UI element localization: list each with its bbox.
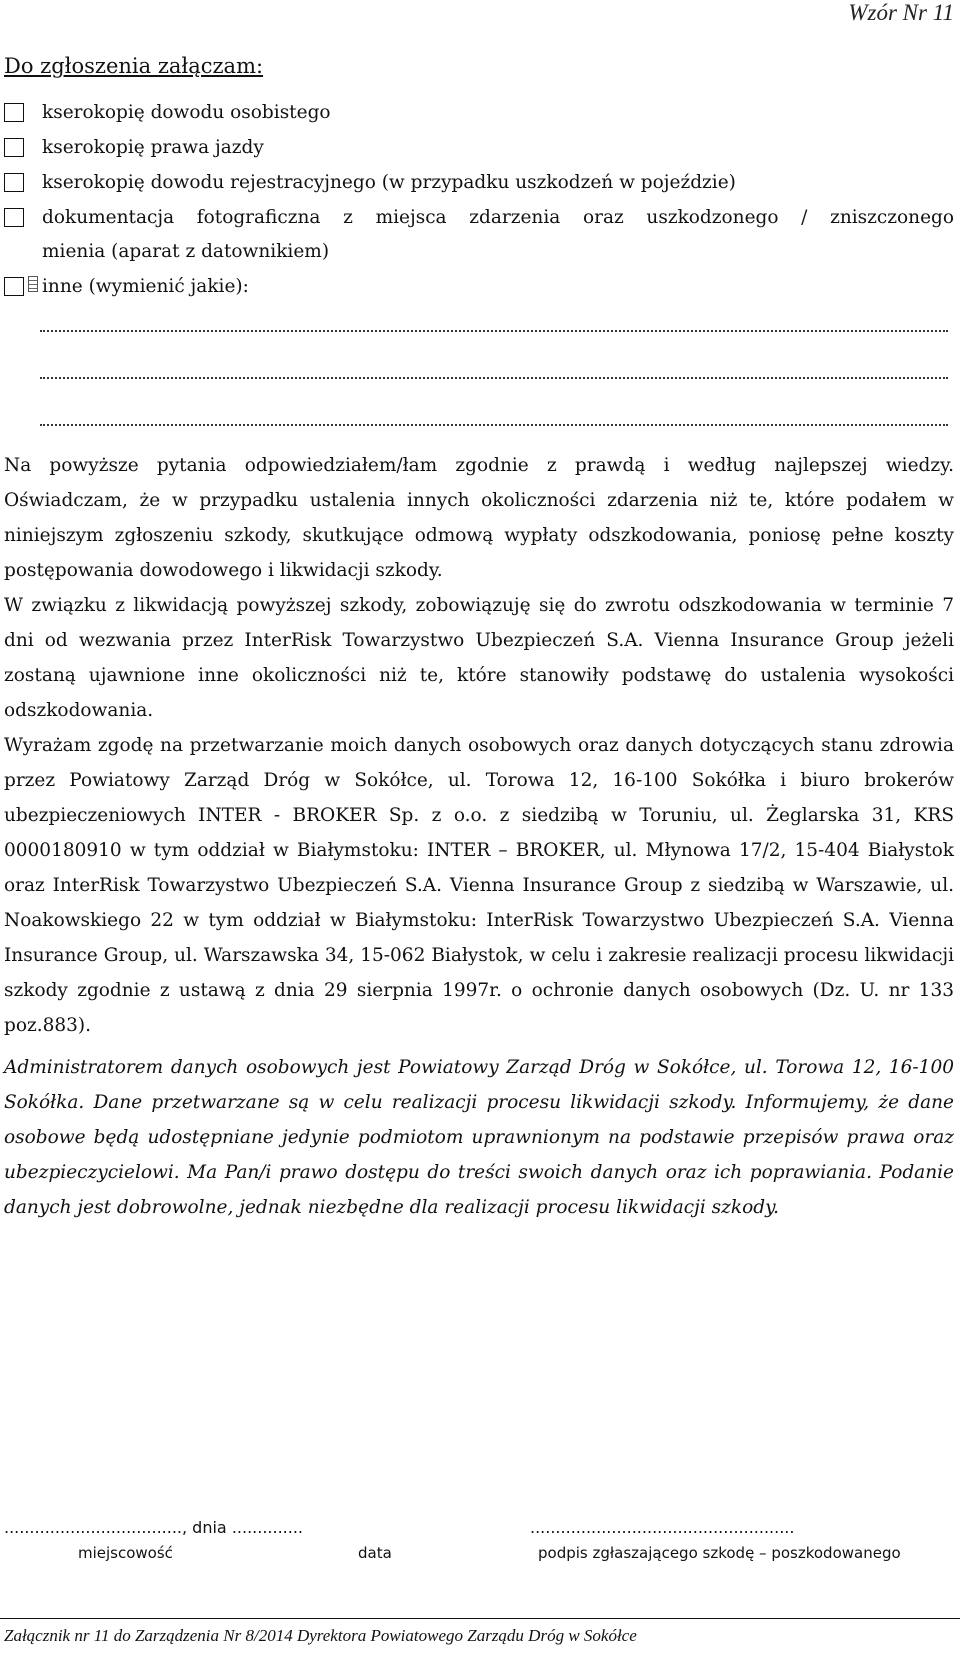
signature-area [0,1518,960,1626]
note-icon [28,276,38,292]
attachment-label: kserokopię prawa jazdy [42,137,264,158]
attachment-label: kserokopię dowodu osobistego [42,102,331,123]
fill-line[interactable] [40,420,948,426]
checkbox[interactable] [4,208,24,227]
place-date-line[interactable]: ..................................., dnia .............. [4,1518,304,1537]
consent-paragraph: Wyrażam zgodę na przetwarzanie moich danych osobowych oraz danych dotyczących stanu zdrowia przez Powiatowy Zarząd Dróg w Sokółce, ul. Torowa 12, 16-100 Sokółka i biuro brokerów ubezpieczeniowych INTER - BROKER Sp. z o.o. z siedzibą w Toruniu, ul. Żeglarska 31, KRS 0000180910 w tym oddział w Białymstoku: INTER – BROKER, ul. Młynowa 17/2, 15-404 Białystok oraz InterRisk Towarzystwo Ubezpieczeń S.A. Vienna Insurance Group z siedzibą w Warszawie, ul. Noakowskiego 22 w tym oddział w Białymstoku: InterRisk Towarzystwo Ubezpieczeń S.A. Vienna Insurance Group, ul. Warszawska 34, 15-062 Białystok, w celu i zakresie realizacji procesu likwidacji szkody zgodnie z ustawą z dnia 29 sierpnia 1997r. o ochronie danych osobowych (Dz. U. nr 133 poz.883). [4,735,954,1036]
signature-label: podpis zgłaszającego szkodę – poszkodowanego [538,1544,901,1562]
footer-divider [0,1618,960,1619]
declaration-paragraph: Na powyższe pytania odpowiedziałem/łam zgodnie z prawdą i według najlepszej wiedzy. Oświadczam, że w przypadku ustalenia innych okoliczności zdarzenia niż te, które podałem w niniejszym zgłoszeniu szkody, skutkujące odmową wypłaty odszkodowania, poniosę pełne koszty postępowania dowodowego i likwidacji szkody. [4,455,954,581]
attachment-label: kserokopię dowodu rejestracyjnego (w przypadku uszkodzeń w pojeździe) [42,172,736,193]
signature-line[interactable]: .................................................... [530,1518,795,1537]
checkbox[interactable] [4,138,24,157]
date-label: data [358,1544,392,1562]
fill-line[interactable] [40,373,948,379]
checkbox[interactable] [4,277,24,296]
checkbox[interactable] [4,173,24,192]
attachment-label: inne (wymienić jakie): [42,276,249,297]
attachments-title: Do zgłoszenia załączam: [4,54,264,78]
form-number: Wzór Nr 11 [848,0,954,25]
data-administrator-paragraph: Administratorem danych osobowych jest Powiatowy Zarząd Dróg w Sokółce, ul. Torowa 12, 16-100 Sokółka. Dane przetwarzane są w celu realizacji procesu likwidacji szkody. Informujemy, że dane osobowe będą udostępniane jedynie podmiotom uprawnionym na podstawie przepisów prawa oraz ubezpieczycielowi. Ma Pan/i prawo dostępu do treści swoich danych oraz ich poprawiania. Podanie danych jest dobrowolne, jednak niezbędne dla realizacji procesu likwidacji szkody. [4,1057,954,1218]
footer-text: Załącznik nr 11 do Zarządzenia Nr 8/2014 Dyrektora Powiatowego Zarządu Dróg w Sokółce [4,1626,637,1645]
attachment-label: dokumentacja fotograficzna z miejsca zdarzenia oraz uszkodzonego / zniszczonego [42,207,954,228]
checkbox[interactable] [4,103,24,122]
place-label: miejscowość [78,1544,173,1562]
refund-obligation-paragraph: W związku z likwidacją powyższej szkody, zobowiązuję się do zwrotu odszkodowania w terminie 7 dni od wezwania przez InterRisk Towarzystwo Ubezpieczeń S.A. Vienna Insurance Group jeżeli zostaną ujawnione inne okoliczności niż te, które stanowiły podstawę do ustalenia wysokości odszkodowania. [4,595,954,721]
fill-line[interactable] [40,326,948,332]
attachment-label: mienia (aparat z datownikiem) [42,241,330,262]
